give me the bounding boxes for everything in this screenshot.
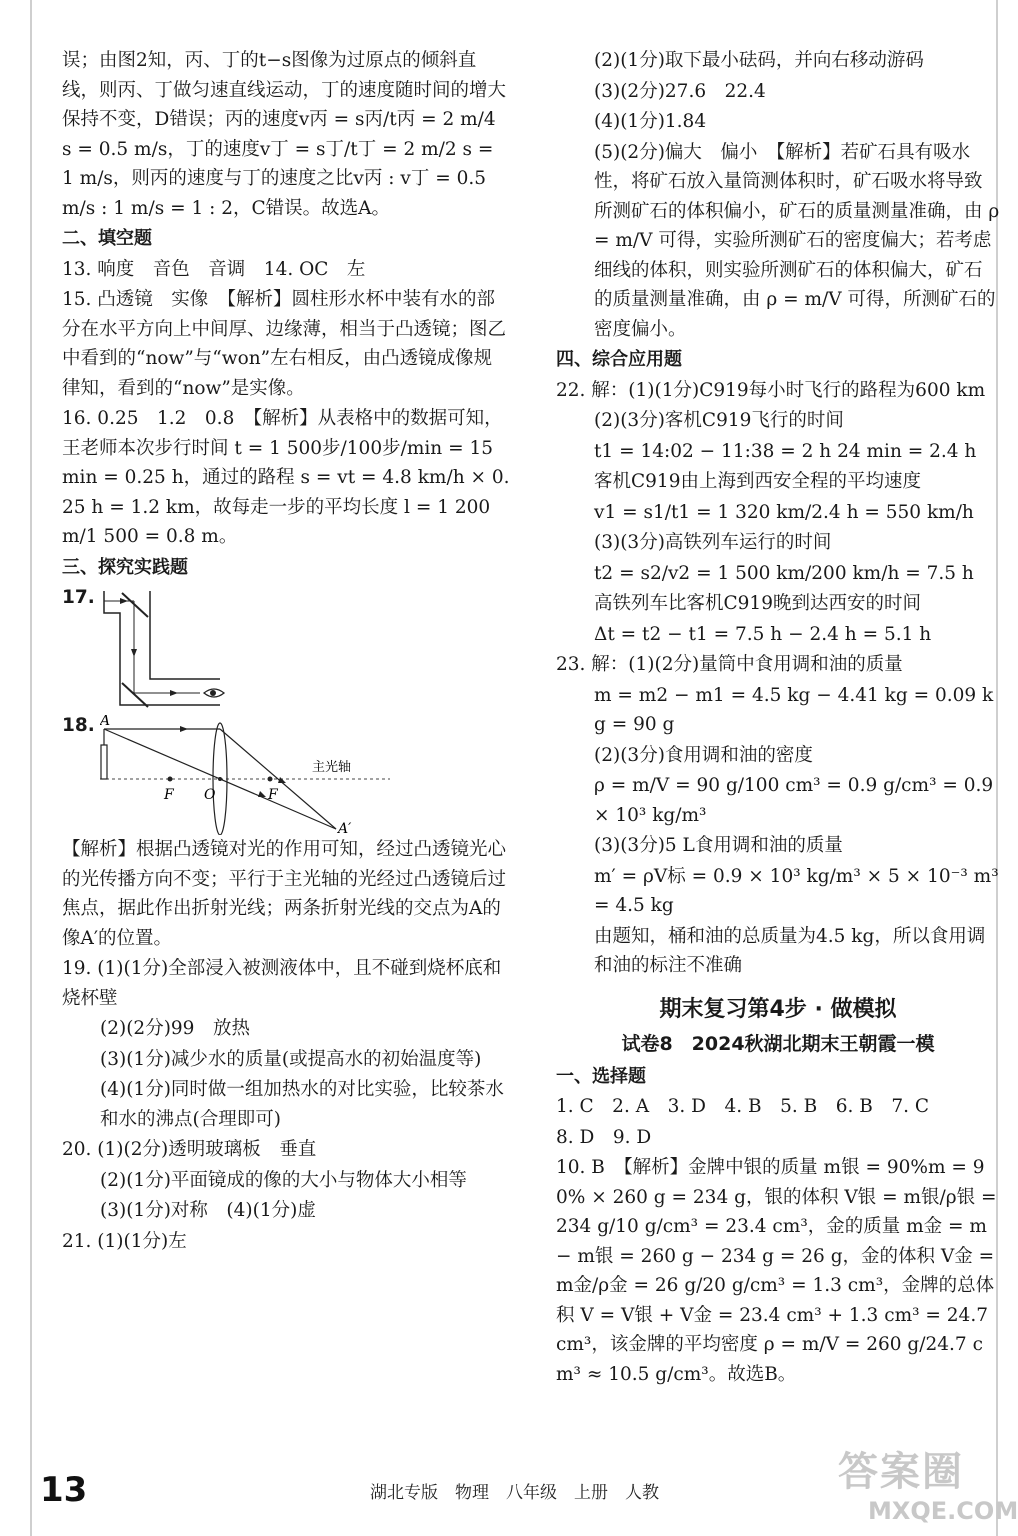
watermark-logo: 答案圈 — [838, 1449, 964, 1495]
q21-part5: (5)(2分)偏大 偏小 【解析】若矿石具有吸水性，将矿石放入量筒测体积时，矿石吸水将导致所测矿石的体积偏小，矿石的质量测量准确，由 ρ = m/V 可得，实验所测矿石的密度偏大；若考虑细线的体积，则实验所测矿石的体积偏大，矿石的质量测量准确，由 ρ = m/V 可得，所测矿石的密度偏小。 — [594, 141, 1000, 340]
footer-text: 湖北专版 物理 八年级 上册 人教 — [370, 1483, 659, 1503]
choice-answers-1: 1. C 2. A 3. D 4. B 5. B 6. B 7. C — [556, 1096, 930, 1117]
q18-analysis: 【解析】根据凸透镜对光的作用可知，经过凸透镜光心的光传播方向不变；平行于主光轴的光经过凸透镜后过焦点，据此作出折射光线；两条折射光线的交点为A的像A′的位置。 — [62, 839, 507, 949]
q20-part2: (2)(1分)平面镜成的像的大小与物体大小相等 — [100, 1169, 467, 1191]
q22-time1: t1 = 14:02 − 11:38 = 2 h 24 min = 2.4 h — [594, 440, 977, 462]
q21-part3: (3)(2分)27.6 22.4 — [594, 80, 766, 102]
q21: 21. (1)(1分)左 — [62, 1230, 187, 1252]
q23-part1: 23. 解：(1)(2分)量筒中食用调和油的质量 — [556, 654, 903, 675]
q22-avg-speed-label: 客机C919由上海到西安全程的平均速度 — [594, 471, 921, 492]
q23-density-calc: ρ = m/V = 90 g/100 cm³ = 0.9 g/cm³ = 0.9 × 10³ kg/m³ — [594, 775, 994, 826]
page-number: 13 — [40, 1470, 88, 1510]
section-choice: 一、选择题 — [556, 1065, 646, 1087]
site-watermark — [838, 1440, 1018, 1530]
q22-time2: t2 = s2/v2 = 1 500 km/200 km/h = 7.5 h — [594, 562, 974, 584]
q19-part1: 19. (1)(1分)全部浸入被测液体中，且不碰到烧杯底和烧杯壁 — [62, 958, 502, 1009]
q18-block — [62, 711, 510, 835]
q10: 10. B 【解析】金牌中银的质量 m银 = 90%m = 90% × 260 g = 234 g，银的体积 V银 = m银/ρ银 = 234 g/10 g/cm³ = 23.4 cm³，金的质量 m金 = m − m银 = 260 g − 234 g = 26 g，金的体积 V金 = m金/ρ金 = 26 g/20 g/cm³ = 1.3 cm³，金牌的总体积 V = V银 + V金 = 23.4 cm³ + 1.3 cm³ = 24.7 cm³，该金牌的平均密度 ρ = m/V = 260 g/24.7 cm³ ≈ 10.5 g/cm³。故选B。 — [556, 1157, 997, 1385]
q19-part2: (2)(2分)99 放热 — [100, 1018, 250, 1039]
q21-part2: (2)(1分)取下最小砝码，并向右移动游码 — [594, 50, 924, 71]
q17-block — [62, 583, 510, 711]
q22-delay-calc: Δt = t2 − t1 = 7.5 h − 2.4 h = 5.1 h — [594, 623, 932, 645]
review-step-title: 期末复习第4步 · 做模拟 — [659, 996, 897, 1022]
q16: 16. 0.25 1.2 0.8 【解析】从表格中的数据可知，王老师本次步行时间 t = 1 500步/100步/min = 15 min = 0.25 h，通过的路程 s = vt = 4.8 km/h × 0.25 h = 1.2 km，故每走一步的平均长度 l = 1 200 m/1 500 = 0.8 m。 — [62, 408, 510, 547]
q22-part1: 22. 解：(1)(1分)C919每小时飞行的路程为600 km — [556, 379, 986, 401]
q17-number: 17. — [62, 587, 95, 608]
q23-conclusion: 由题知，桶和油的总质量为4.5 kg，所以食用调和油的标注不准确 — [594, 925, 986, 976]
q22-part2: (2)(3分)客机C919飞行的时间 — [594, 410, 844, 431]
section-practice: 三、探究实践题 — [62, 556, 188, 578]
q12-continuation: 误；由图2知，丙、丁的t−s图像为过原点的倾斜直线，则丙、丁做匀速直线运动，丁的速度随时间的增大保持不变，D错误；丙的速度v丙 = s丙/t丙 = 2 m/4 s = 0.5 m/s，丁的速度v丁 = s丁/t丁 = 2 m/2 s = 1 m/s，则丙的速度与丁的速度之比v丙 : v丁 = 0.5 m/s : 1 m/s = 1 : 2，C错误。故选A。 — [62, 50, 507, 219]
eye-icon — [204, 689, 224, 697]
section-fill-blank: 二、填空题 — [62, 228, 152, 249]
q21-part4: (4)(1分)1.84 — [594, 111, 707, 132]
q18-number: 18. — [62, 715, 95, 736]
q23-mass2-calc: m′ = ρV标 = 0.9 × 10³ kg/m³ × 5 × 10⁻³ m³ = 4.5 kg — [594, 865, 999, 916]
left-column — [62, 46, 510, 1257]
q23-part3: (3)(3分)5 L食用调和油的质量 — [594, 835, 843, 856]
label-a: A — [100, 715, 111, 729]
label-a-prime: A′ — [338, 821, 352, 835]
q15: 15. 凸透镜 实像 【解析】圆柱形水杯中装有水的部分在水平方向上中间厚、边缘薄，相当于凸透镜；图乙中看到的“now”与“won”左右相反，由凸透镜成像规律知，看到的“now”是实像。 — [62, 289, 507, 399]
q20-part1: 20. (1)(2分)透明玻璃板 垂直 — [62, 1139, 317, 1160]
label-main-axis: 主光轴 — [312, 760, 352, 775]
periscope-diagram — [100, 589, 280, 709]
exam-title: 试卷8 2024秋湖北期末王朝霞一模 — [621, 1033, 935, 1055]
choice-answers-2: 8. D 9. D — [556, 1126, 652, 1148]
q19-part3: (3)(1分)减少水的质量(或提高水的初始温度等) — [100, 1048, 482, 1070]
q20-part3: (3)(1分)对称 (4)(1分)虚 — [100, 1200, 316, 1221]
q22-part3: (3)(3分)高铁列车运行的时间 — [594, 532, 832, 553]
convex-lens-diagram — [100, 715, 400, 835]
q23-mass-calc: m = m2 − m1 = 4.5 kg − 4.41 kg = 0.09 kg = 90 g — [594, 684, 994, 735]
q22-delay-label: 高铁列车比客机C919晚到达西安的时间 — [594, 593, 921, 614]
section-application: 四、综合应用题 — [556, 349, 682, 370]
label-f-right: F — [268, 787, 278, 803]
label-o: O — [204, 787, 216, 803]
q23-part2: (2)(3分)食用调和油的密度 — [594, 744, 813, 766]
q19-part4: (4)(1分)同时做一组加热水的对比实验，比较茶水和水的沸点(合理即可) — [100, 1079, 504, 1130]
q22-speed-calc: v1 = s1/t1 = 1 320 km/2.4 h = 550 km/h — [594, 501, 974, 523]
label-f-left: F — [164, 787, 174, 803]
watermark-url: MXQE.COM — [868, 1497, 1018, 1525]
right-column — [556, 46, 1000, 1390]
q13-14: 13. 响度 音色 音调 14. OC 左 — [62, 258, 366, 280]
